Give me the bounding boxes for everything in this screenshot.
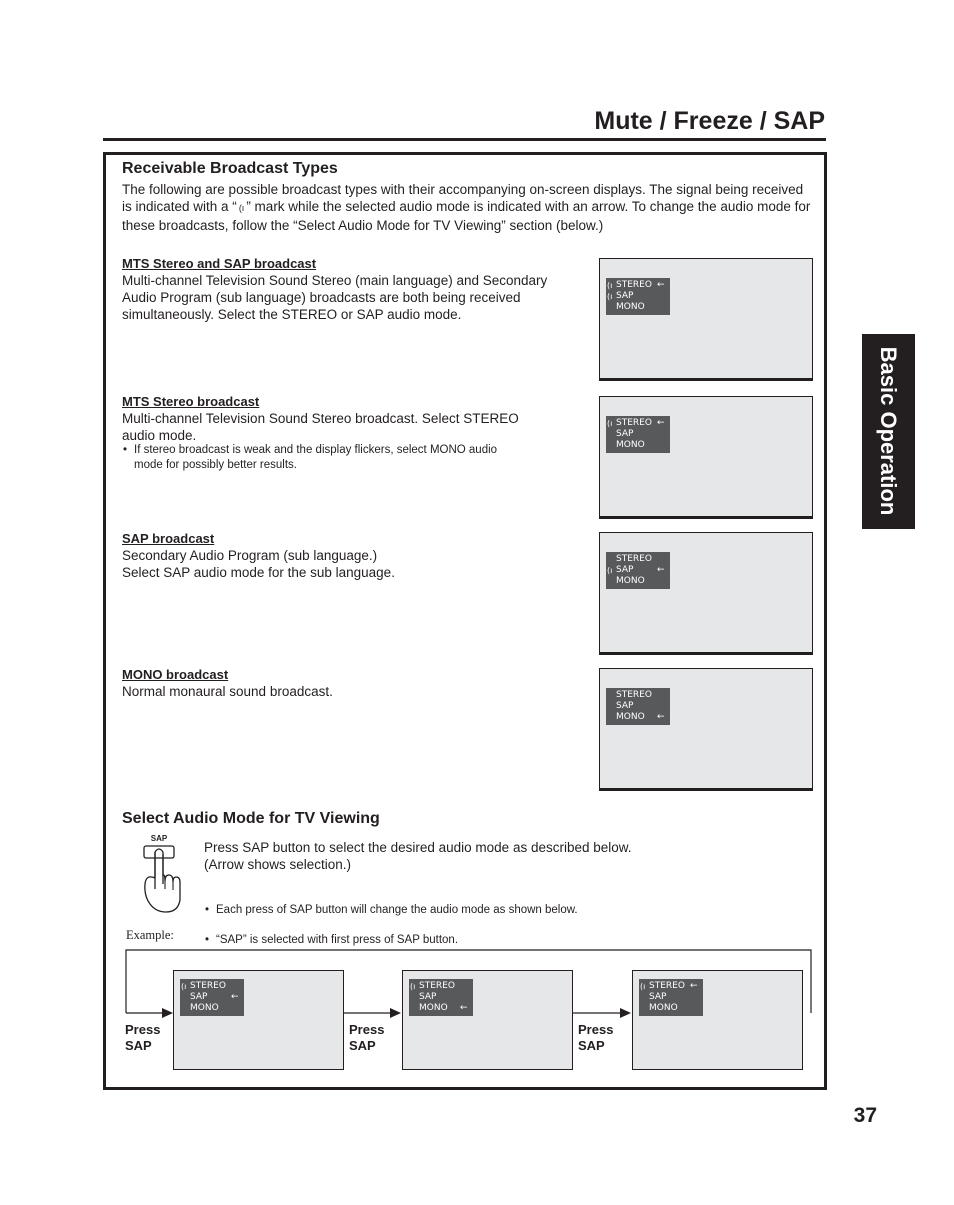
arrow-left-icon: ← <box>657 418 665 428</box>
tv-screen <box>599 532 813 655</box>
osd-mono: MONO <box>649 1003 678 1013</box>
osd-sap: SAP <box>616 291 634 301</box>
type-desc: Normal monaural sound broadcast. <box>122 684 333 699</box>
select-instruction: Press SAP button to select the desired audio mode as described below. (Arrow shows selection.) <box>204 840 632 872</box>
osd-sap: SAP <box>190 992 208 1002</box>
audio-osd <box>606 688 670 725</box>
signal-icon: (ı <box>181 982 187 991</box>
example-screen <box>402 970 573 1070</box>
audio-osd <box>180 979 244 1016</box>
audio-osd <box>606 278 670 315</box>
arrow-left-icon: ← <box>460 1003 468 1013</box>
osd-sap: SAP <box>616 565 634 575</box>
title-rule <box>103 138 826 141</box>
section-tab <box>862 334 915 529</box>
signal-icon: (ı <box>640 982 646 991</box>
audio-osd <box>639 979 703 1016</box>
osd-mono: MONO <box>616 576 645 586</box>
receivable-heading: Receivable Broadcast Types <box>122 160 338 177</box>
hand-press-icon <box>140 834 190 918</box>
osd-stereo: STEREO <box>190 981 226 991</box>
osd-sap: SAP <box>616 429 634 439</box>
type-title: MONO broadcast <box>122 667 229 682</box>
signal-icon: (ı <box>607 281 613 290</box>
osd-mono: MONO <box>190 1003 219 1013</box>
page-title: Mute / Freeze / SAP <box>594 107 825 135</box>
receivable-intro <box>122 181 812 234</box>
arrow-left-icon: ← <box>657 712 665 722</box>
type-title: MTS Stereo and SAP broadcast <box>122 256 317 271</box>
osd-sap: SAP <box>419 992 437 1002</box>
osd-mono: MONO <box>616 302 645 312</box>
osd-mono: MONO <box>616 712 645 722</box>
intro-text-2: ” mark while the selected audio mode is indicated with an arrow. To change the audio mode for these broadcasts, follow the “Select Audio Mode for TV Viewing” section (below.) <box>122 199 811 233</box>
tv-screen <box>599 396 813 519</box>
osd-stereo: STEREO <box>649 981 685 991</box>
hand-icon <box>140 844 190 924</box>
select-bullet: • “SAP” is selected with first press of SAP button. <box>204 933 816 948</box>
arrow-left-icon: ← <box>690 981 698 991</box>
osd-sap: SAP <box>616 701 634 711</box>
signal-icon: (ı <box>410 982 416 991</box>
audio-osd <box>409 979 473 1016</box>
osd-stereo: STEREO <box>616 418 652 428</box>
type-title: MTS Stereo broadcast <box>122 394 260 409</box>
signal-icon: (ı <box>607 292 613 301</box>
signal-icon: (ı <box>607 419 613 428</box>
press-sap-label: Press SAP <box>125 1022 161 1053</box>
example-screen <box>632 970 803 1070</box>
type-desc: Multi-channel Television Sound Stereo broadcast. Select STEREO audio mode. <box>122 411 519 443</box>
osd-stereo: STEREO <box>616 690 652 700</box>
osd-sap: SAP <box>649 992 667 1002</box>
osd-stereo: STEREO <box>616 554 652 564</box>
tv-screen <box>599 258 813 381</box>
osd-mono: MONO <box>419 1003 448 1013</box>
osd-stereo: STEREO <box>616 280 652 290</box>
type-desc: Secondary Audio Program (sub language.) Select SAP audio mode for the sub language. <box>122 548 395 580</box>
audio-osd <box>606 552 670 589</box>
arrow-left-icon: ← <box>657 280 665 290</box>
press-sap-label: Press SAP <box>349 1022 385 1053</box>
example-screen <box>173 970 344 1070</box>
type-desc: Multi-channel Television Sound Stereo (main language) and Secondary Audio Program (sub language) broadcasts are both being received simultaneously. Select the STEREO or SAP audio mode. <box>122 273 548 322</box>
press-sap-label: Press SAP <box>578 1022 614 1053</box>
select-heading: Select Audio Mode for TV Viewing <box>122 810 380 827</box>
osd-stereo: STEREO <box>419 981 455 991</box>
osd-mono: MONO <box>616 440 645 450</box>
example-label: Example: <box>126 928 174 942</box>
audio-osd <box>606 416 670 453</box>
section-tab-label: Basic Operation <box>876 346 901 516</box>
type-note: • If stereo broadcast is weak and the display flickers, select MONO audio mode for possibly better results. <box>122 443 594 473</box>
signal-icon: (ı <box>607 566 613 575</box>
sap-button-label: SAP <box>150 834 168 843</box>
intro-text-1: The following are possible broadcast types with their accompanying on-screen displays. The signal being received is indicated with a “ <box>122 182 804 214</box>
signal-mark-icon: (ı <box>238 203 245 213</box>
arrow-left-icon: ← <box>657 565 665 575</box>
type-title: SAP broadcast <box>122 531 215 546</box>
arrow-left-icon: ← <box>231 992 239 1002</box>
select-bullet: • Each press of SAP button will change the audio mode as shown below. <box>204 903 816 918</box>
tv-screen <box>599 668 813 791</box>
page-number: 37 <box>853 1104 877 1127</box>
